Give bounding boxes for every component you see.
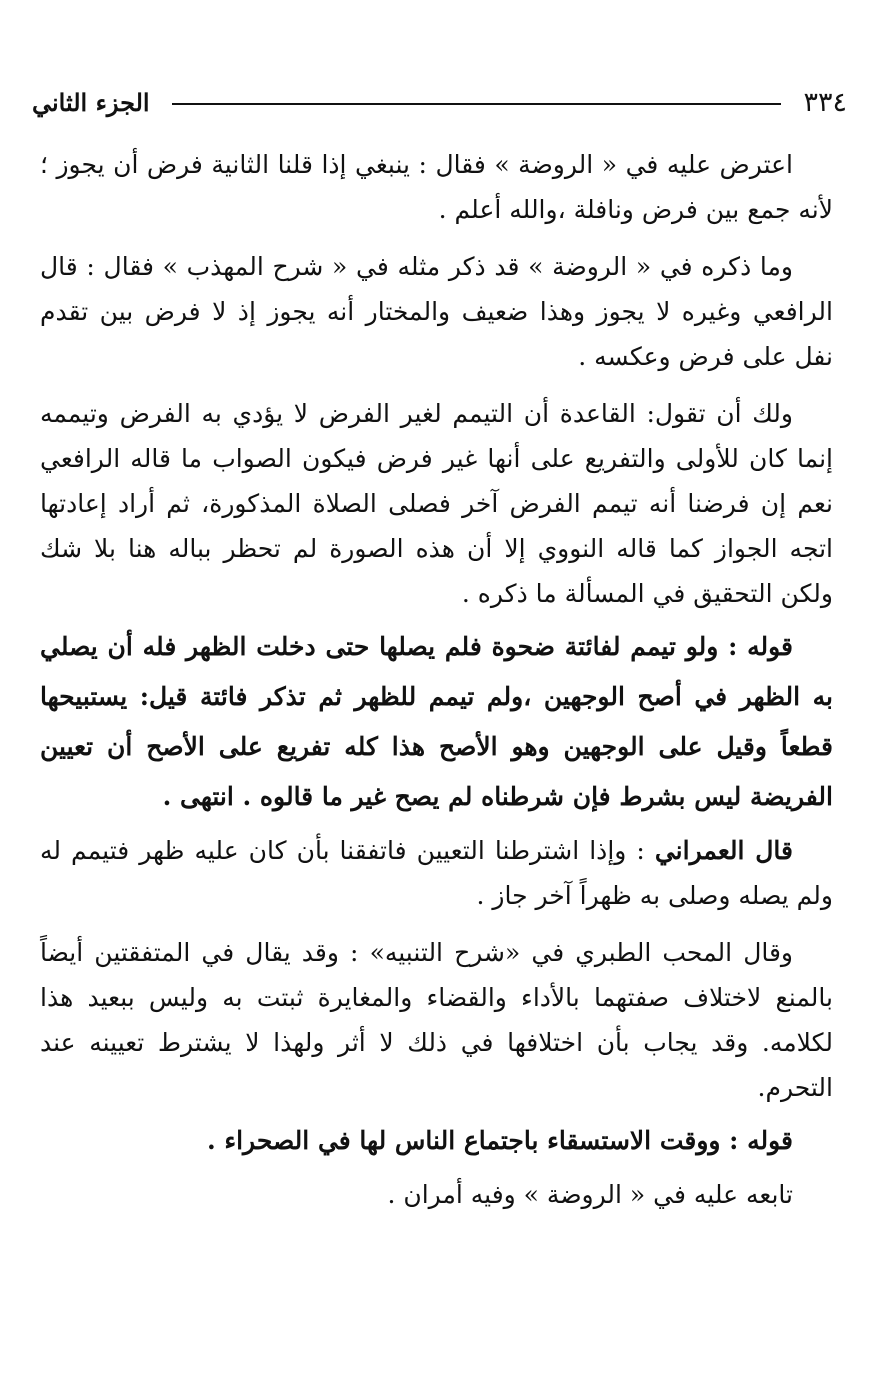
running-title: الجزء الثاني [32, 87, 150, 117]
paragraph-5-text: : وإذا اشترطنا التعيين فاتفقنا بأن كان عليه ظهر فتيمم له ولم يصله وصلى به ظهراً آخر جاز . [40, 836, 833, 910]
paragraph-5-lead: قال العمراني [654, 836, 793, 865]
header-rule [172, 103, 782, 105]
paragraph-2: وما ذكره في « الروضة » قد ذكر مثله في « شرح المهذب » فقال : قال الرافعي وغيره لا يجوز وهذا ضعيف والمختار أنه يجوز إذ لا فرض بين تقدم نفل على فرض وعكسه . [40, 252, 833, 371]
page-body [40, 142, 833, 1217]
page-number: ٣٣٤ [803, 86, 847, 118]
paragraph-3: ولك أن تقول: القاعدة أن التيمم لغير الفرض لا يؤدي به الفرض وتيممه إنما كان للأولى والتفريع على أنها غير فرض فيكون الصواب ما قاله الرافعي نعم إن فرضنا أنه تيمم الفرض آخر فصلى الصلاة المذكورة، ثم أراد إعادتها اتجه الجواز كما قاله النووي إلا أن هذه الصورة لم تحظر بباله هنا بلا شك ولكن التحقيق في المسألة ما ذكره . [40, 399, 833, 608]
paragraph-1: اعترض عليه في « الروضة » فقال : ينبغي إذا قلنا الثانية فرض أن يجوز ؛ لأنه جمع بين فرض ونافلة ،والله أعلم . [40, 150, 833, 224]
paragraph-4-quoted-text: قوله : ولو تيمم لفائتة ضحوة فلم يصلها حتى دخلت الظهر فله أن يصلي به الظهر في أصح الوجهين ،ولم تيمم للظهر ثم تذكر فائتة قيل: يستبيحها قطعاً وقيل على الوجهين وهو الأصح هذا كله تفريع على الأصح أن تعيين الفريضة ليس بشرط فإن شرطناه لم يصح غير ما قالوه . انتهى . [40, 632, 833, 811]
paragraph-6: وقال المحب الطبري في «شرح التنبيه» : وقد يقال في المتفقتين أيضاً بالمنع لاختلاف صفتهما بالأداء والقضاء والمغايرة ثبتت به وليس ببعيد هذا لكلامه. وقد يجاب بأن اختلافها في ذلك لا أثر ولهذا لا يشترط تعيينه عند التحرم. [40, 938, 833, 1102]
page-header [32, 82, 847, 122]
paragraph-7-quoted-text: قوله : ووقت الاستسقاء باجتماع الناس لها في الصحراء . [206, 1126, 793, 1155]
paragraph-5 [40, 828, 833, 918]
paragraph-8: تابعه عليه في « الروضة » وفيه أمران . [387, 1180, 793, 1209]
